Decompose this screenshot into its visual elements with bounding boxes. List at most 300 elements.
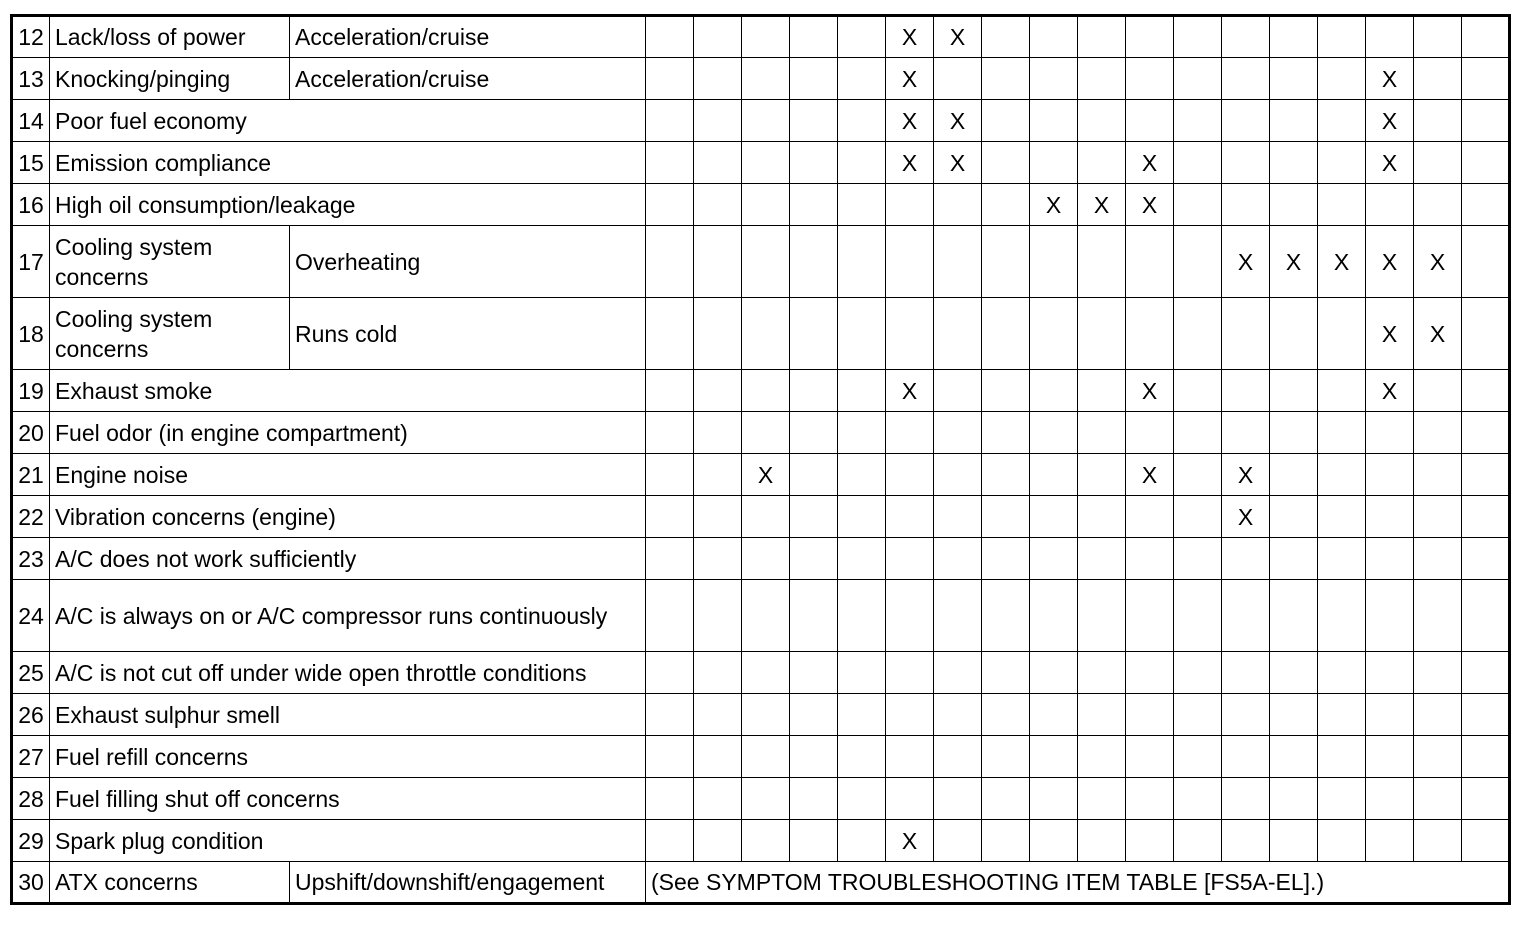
mark-cell	[982, 370, 1030, 412]
mark-cell	[1030, 58, 1078, 100]
mark-cell	[646, 142, 694, 184]
mark-cell	[838, 370, 886, 412]
mark-cell	[1222, 580, 1270, 652]
mark-cell	[1318, 496, 1366, 538]
table-row	[12, 862, 1510, 904]
mark-cell	[1030, 580, 1078, 652]
mark-cell	[1126, 496, 1174, 538]
mark-cell	[1030, 370, 1078, 412]
mark-cell	[646, 652, 694, 694]
mark-cell	[982, 100, 1030, 142]
table-row	[12, 454, 1510, 496]
mark-cell: X	[1414, 226, 1462, 298]
mark-cell	[934, 820, 982, 862]
row-number: 16	[12, 184, 50, 226]
mark-cell	[1462, 412, 1510, 454]
mark-cell	[1030, 412, 1078, 454]
mark-cell	[1174, 580, 1222, 652]
mark-cell	[1030, 652, 1078, 694]
mark-cell	[790, 412, 838, 454]
mark-cell	[790, 184, 838, 226]
symptom-cell: Cooling system concerns	[50, 226, 290, 298]
mark-cell: X	[934, 100, 982, 142]
mark-cell	[1078, 580, 1126, 652]
mark-cell	[790, 820, 838, 862]
mark-cell	[742, 496, 790, 538]
mark-cell	[1414, 412, 1462, 454]
row-number: 14	[12, 100, 50, 142]
mark-cell	[1126, 580, 1174, 652]
mark-cell	[1174, 736, 1222, 778]
mark-cell	[1270, 538, 1318, 580]
mark-cell	[1366, 736, 1414, 778]
mark-cell	[838, 226, 886, 298]
mark-cell	[1318, 16, 1366, 58]
mark-cell	[1078, 652, 1126, 694]
mark-cell	[934, 652, 982, 694]
mark-cell	[1126, 58, 1174, 100]
mark-cell	[1222, 16, 1270, 58]
mark-cell: X	[1366, 298, 1414, 370]
mark-cell	[1078, 226, 1126, 298]
mark-cell: X	[1126, 454, 1174, 496]
mark-cell	[1078, 538, 1126, 580]
table-row	[12, 580, 1510, 652]
mark-cell	[646, 580, 694, 652]
mark-cell	[1318, 652, 1366, 694]
mark-cell	[646, 16, 694, 58]
mark-cell	[1366, 538, 1414, 580]
mark-cell: X	[1222, 226, 1270, 298]
mark-cell	[790, 58, 838, 100]
mark-cell	[1318, 412, 1366, 454]
mark-cell	[1366, 184, 1414, 226]
mark-cell	[1222, 100, 1270, 142]
mark-cell	[1126, 820, 1174, 862]
table-row	[12, 100, 1510, 142]
mark-cell	[1222, 370, 1270, 412]
table-row	[12, 694, 1510, 736]
mark-cell	[838, 820, 886, 862]
mark-cell: X	[1270, 226, 1318, 298]
mark-cell	[1078, 778, 1126, 820]
mark-cell: X	[886, 820, 934, 862]
mark-cell	[982, 16, 1030, 58]
row-number: 23	[12, 538, 50, 580]
mark-cell	[742, 142, 790, 184]
mark-cell: X	[1366, 226, 1414, 298]
mark-cell	[1462, 736, 1510, 778]
mark-cell	[1414, 820, 1462, 862]
mark-cell	[742, 412, 790, 454]
mark-cell	[934, 184, 982, 226]
mark-cell	[1318, 736, 1366, 778]
mark-cell	[646, 370, 694, 412]
mark-cell	[886, 454, 934, 496]
row-number: 24	[12, 580, 50, 652]
mark-cell	[1126, 298, 1174, 370]
mark-cell	[1270, 454, 1318, 496]
mark-cell	[694, 142, 742, 184]
mark-cell: X	[1222, 496, 1270, 538]
mark-cell	[838, 736, 886, 778]
mark-cell	[934, 538, 982, 580]
mark-cell	[1414, 370, 1462, 412]
table-row	[12, 496, 1510, 538]
mark-cell	[1318, 538, 1366, 580]
mark-cell	[790, 100, 838, 142]
mark-cell	[694, 580, 742, 652]
mark-cell	[982, 454, 1030, 496]
mark-cell	[1462, 580, 1510, 652]
mark-cell	[1126, 694, 1174, 736]
mark-cell	[646, 100, 694, 142]
mark-cell	[1222, 652, 1270, 694]
mark-cell	[838, 142, 886, 184]
mark-cell	[1078, 298, 1126, 370]
mark-cell	[1030, 778, 1078, 820]
mark-cell	[886, 694, 934, 736]
mark-cell: X	[1030, 184, 1078, 226]
condition-cell: Upshift/downshift/engagement	[290, 862, 646, 904]
mark-cell	[742, 538, 790, 580]
mark-cell	[886, 298, 934, 370]
condition-cell: Acceleration/cruise	[290, 58, 646, 100]
mark-cell	[1222, 184, 1270, 226]
row-number: 19	[12, 370, 50, 412]
mark-cell	[742, 298, 790, 370]
mark-cell	[1078, 412, 1126, 454]
mark-cell	[1030, 100, 1078, 142]
symptom-troubleshooting-table	[10, 14, 1511, 905]
mark-cell	[1366, 778, 1414, 820]
mark-cell	[886, 778, 934, 820]
mark-cell	[742, 58, 790, 100]
mark-cell	[694, 16, 742, 58]
mark-cell	[982, 778, 1030, 820]
mark-cell	[886, 580, 934, 652]
mark-cell: X	[886, 58, 934, 100]
symptom-cell: Fuel filling shut off concerns	[50, 778, 646, 820]
mark-cell	[1222, 736, 1270, 778]
row-number: 20	[12, 412, 50, 454]
mark-cell	[982, 184, 1030, 226]
symptom-cell: A/C is not cut off under wide open throttle conditions	[50, 652, 646, 694]
mark-cell	[694, 736, 742, 778]
mark-cell	[1078, 820, 1126, 862]
mark-cell	[790, 580, 838, 652]
mark-cell	[694, 184, 742, 226]
symptom-cell: A/C is always on or A/C compressor runs continuously	[50, 580, 646, 652]
mark-cell	[1462, 142, 1510, 184]
mark-cell	[742, 820, 790, 862]
mark-cell	[1174, 58, 1222, 100]
mark-cell: X	[1414, 298, 1462, 370]
mark-cell	[934, 370, 982, 412]
mark-cell	[646, 496, 694, 538]
mark-cell	[1222, 820, 1270, 862]
mark-cell	[1414, 580, 1462, 652]
mark-cell	[1174, 652, 1222, 694]
mark-cell	[1174, 820, 1222, 862]
mark-cell	[1270, 100, 1318, 142]
symptom-cell: Fuel odor (in engine compartment)	[50, 412, 646, 454]
mark-cell	[1126, 412, 1174, 454]
table-row	[12, 16, 1510, 58]
symptom-cell: Cooling system concerns	[50, 298, 290, 370]
row-number: 12	[12, 16, 50, 58]
mark-cell	[1270, 736, 1318, 778]
mark-cell	[1030, 142, 1078, 184]
mark-cell	[742, 370, 790, 412]
table-row	[12, 820, 1510, 862]
mark-cell	[1270, 142, 1318, 184]
mark-cell	[1030, 496, 1078, 538]
mark-cell	[1030, 226, 1078, 298]
mark-cell	[694, 100, 742, 142]
mark-cell: X	[886, 370, 934, 412]
mark-cell	[1462, 226, 1510, 298]
mark-cell	[646, 298, 694, 370]
mark-cell	[742, 100, 790, 142]
table-row	[12, 652, 1510, 694]
symptom-cell: Poor fuel economy	[50, 100, 646, 142]
mark-cell	[1222, 778, 1270, 820]
mark-cell	[982, 820, 1030, 862]
mark-cell	[1126, 100, 1174, 142]
mark-cell	[790, 142, 838, 184]
mark-cell: X	[1078, 184, 1126, 226]
mark-cell	[1030, 454, 1078, 496]
mark-cell	[886, 412, 934, 454]
mark-cell	[1366, 454, 1414, 496]
mark-cell	[1462, 652, 1510, 694]
mark-cell	[742, 778, 790, 820]
mark-cell	[1078, 454, 1126, 496]
mark-cell	[1222, 694, 1270, 736]
mark-cell	[1414, 58, 1462, 100]
mark-cell	[1222, 142, 1270, 184]
mark-cell	[1318, 184, 1366, 226]
mark-cell	[790, 496, 838, 538]
mark-cell	[1270, 496, 1318, 538]
mark-cell	[886, 652, 934, 694]
mark-cell	[934, 694, 982, 736]
mark-cell	[694, 370, 742, 412]
table-row	[12, 736, 1510, 778]
mark-cell	[1174, 538, 1222, 580]
symptom-cell: ATX concerns	[50, 862, 290, 904]
mark-cell	[790, 298, 838, 370]
mark-cell	[646, 184, 694, 226]
mark-cell	[742, 226, 790, 298]
mark-cell	[646, 454, 694, 496]
row-number: 28	[12, 778, 50, 820]
mark-cell	[1414, 736, 1462, 778]
mark-cell	[790, 538, 838, 580]
mark-cell: X	[1366, 370, 1414, 412]
row-number: 26	[12, 694, 50, 736]
mark-cell	[1222, 298, 1270, 370]
mark-cell	[1414, 184, 1462, 226]
mark-cell	[1414, 652, 1462, 694]
mark-cell	[790, 694, 838, 736]
mark-cell: X	[1318, 226, 1366, 298]
mark-cell: X	[1126, 370, 1174, 412]
mark-cell	[1414, 778, 1462, 820]
mark-cell	[1462, 454, 1510, 496]
mark-cell	[1414, 16, 1462, 58]
mark-cell	[742, 652, 790, 694]
mark-cell	[1174, 226, 1222, 298]
mark-cell	[790, 226, 838, 298]
condition-cell: Overheating	[290, 226, 646, 298]
note-cell: (See SYMPTOM TROUBLESHOOTING ITEM TABLE [FS5A-EL].)	[646, 862, 1510, 904]
mark-cell	[1078, 16, 1126, 58]
mark-cell	[1078, 100, 1126, 142]
table-row	[12, 226, 1510, 298]
mark-cell	[646, 58, 694, 100]
mark-cell	[1366, 496, 1414, 538]
mark-cell: X	[1366, 100, 1414, 142]
mark-cell	[1462, 694, 1510, 736]
mark-cell: X	[1126, 142, 1174, 184]
mark-cell	[1462, 538, 1510, 580]
symptom-cell: Exhaust smoke	[50, 370, 646, 412]
mark-cell	[742, 694, 790, 736]
symptom-cell: High oil consumption/leakage	[50, 184, 646, 226]
mark-cell	[1270, 16, 1318, 58]
mark-cell	[1078, 694, 1126, 736]
mark-cell	[694, 454, 742, 496]
mark-cell	[1318, 454, 1366, 496]
mark-cell	[1174, 496, 1222, 538]
mark-cell	[1414, 100, 1462, 142]
mark-cell	[1030, 538, 1078, 580]
mark-cell	[982, 694, 1030, 736]
row-number: 13	[12, 58, 50, 100]
mark-cell	[1174, 142, 1222, 184]
symptom-cell: Lack/loss of power	[50, 16, 290, 58]
mark-cell	[1270, 58, 1318, 100]
table-row	[12, 184, 1510, 226]
mark-cell	[1174, 100, 1222, 142]
table-row	[12, 142, 1510, 184]
mark-cell	[1078, 58, 1126, 100]
mark-cell	[646, 226, 694, 298]
symptom-cell: Emission compliance	[50, 142, 646, 184]
mark-cell	[1030, 694, 1078, 736]
mark-cell	[1078, 370, 1126, 412]
mark-cell	[838, 652, 886, 694]
mark-cell	[790, 652, 838, 694]
symptom-cell: Spark plug condition	[50, 820, 646, 862]
mark-cell	[1270, 778, 1318, 820]
mark-cell	[790, 370, 838, 412]
mark-cell	[1270, 580, 1318, 652]
mark-cell	[982, 298, 1030, 370]
mark-cell	[934, 778, 982, 820]
row-number: 27	[12, 736, 50, 778]
mark-cell	[1222, 58, 1270, 100]
mark-cell	[742, 736, 790, 778]
mark-cell	[1270, 694, 1318, 736]
table-row	[12, 370, 1510, 412]
mark-cell	[1126, 226, 1174, 298]
mark-cell	[838, 100, 886, 142]
mark-cell: X	[1126, 184, 1174, 226]
mark-cell	[790, 736, 838, 778]
mark-cell	[1270, 652, 1318, 694]
mark-cell	[982, 736, 1030, 778]
mark-cell	[646, 778, 694, 820]
mark-cell: X	[886, 16, 934, 58]
mark-cell	[838, 454, 886, 496]
mark-cell	[1222, 412, 1270, 454]
mark-cell	[1366, 652, 1414, 694]
mark-cell	[1462, 100, 1510, 142]
mark-cell	[1462, 778, 1510, 820]
mark-cell: X	[934, 142, 982, 184]
row-number: 25	[12, 652, 50, 694]
mark-cell: X	[742, 454, 790, 496]
mark-cell: X	[886, 100, 934, 142]
table-row	[12, 412, 1510, 454]
mark-cell	[1366, 412, 1414, 454]
symptom-cell: Knocking/pinging	[50, 58, 290, 100]
row-number: 15	[12, 142, 50, 184]
mark-cell	[934, 454, 982, 496]
mark-cell	[1366, 580, 1414, 652]
row-number: 21	[12, 454, 50, 496]
mark-cell	[886, 538, 934, 580]
mark-cell	[1318, 778, 1366, 820]
mark-cell	[790, 16, 838, 58]
mark-cell	[646, 538, 694, 580]
mark-cell	[694, 778, 742, 820]
mark-cell	[1030, 16, 1078, 58]
mark-cell	[646, 412, 694, 454]
mark-cell	[1318, 820, 1366, 862]
mark-cell	[838, 538, 886, 580]
mark-cell	[838, 58, 886, 100]
mark-cell	[1318, 100, 1366, 142]
mark-cell	[982, 58, 1030, 100]
mark-cell	[1174, 298, 1222, 370]
mark-cell	[982, 652, 1030, 694]
mark-cell	[838, 580, 886, 652]
mark-cell	[1318, 142, 1366, 184]
mark-cell	[694, 652, 742, 694]
mark-cell	[1462, 820, 1510, 862]
mark-cell	[1174, 454, 1222, 496]
table-row	[12, 778, 1510, 820]
mark-cell	[694, 694, 742, 736]
mark-cell	[838, 778, 886, 820]
mark-cell	[838, 298, 886, 370]
mark-cell	[1462, 16, 1510, 58]
mark-cell	[742, 580, 790, 652]
mark-cell	[1078, 736, 1126, 778]
mark-cell	[1030, 736, 1078, 778]
mark-cell	[1462, 298, 1510, 370]
symptom-cell: Engine noise	[50, 454, 646, 496]
mark-cell	[1318, 580, 1366, 652]
mark-cell	[838, 496, 886, 538]
mark-cell: X	[886, 142, 934, 184]
mark-cell	[1126, 736, 1174, 778]
mark-cell	[1414, 538, 1462, 580]
